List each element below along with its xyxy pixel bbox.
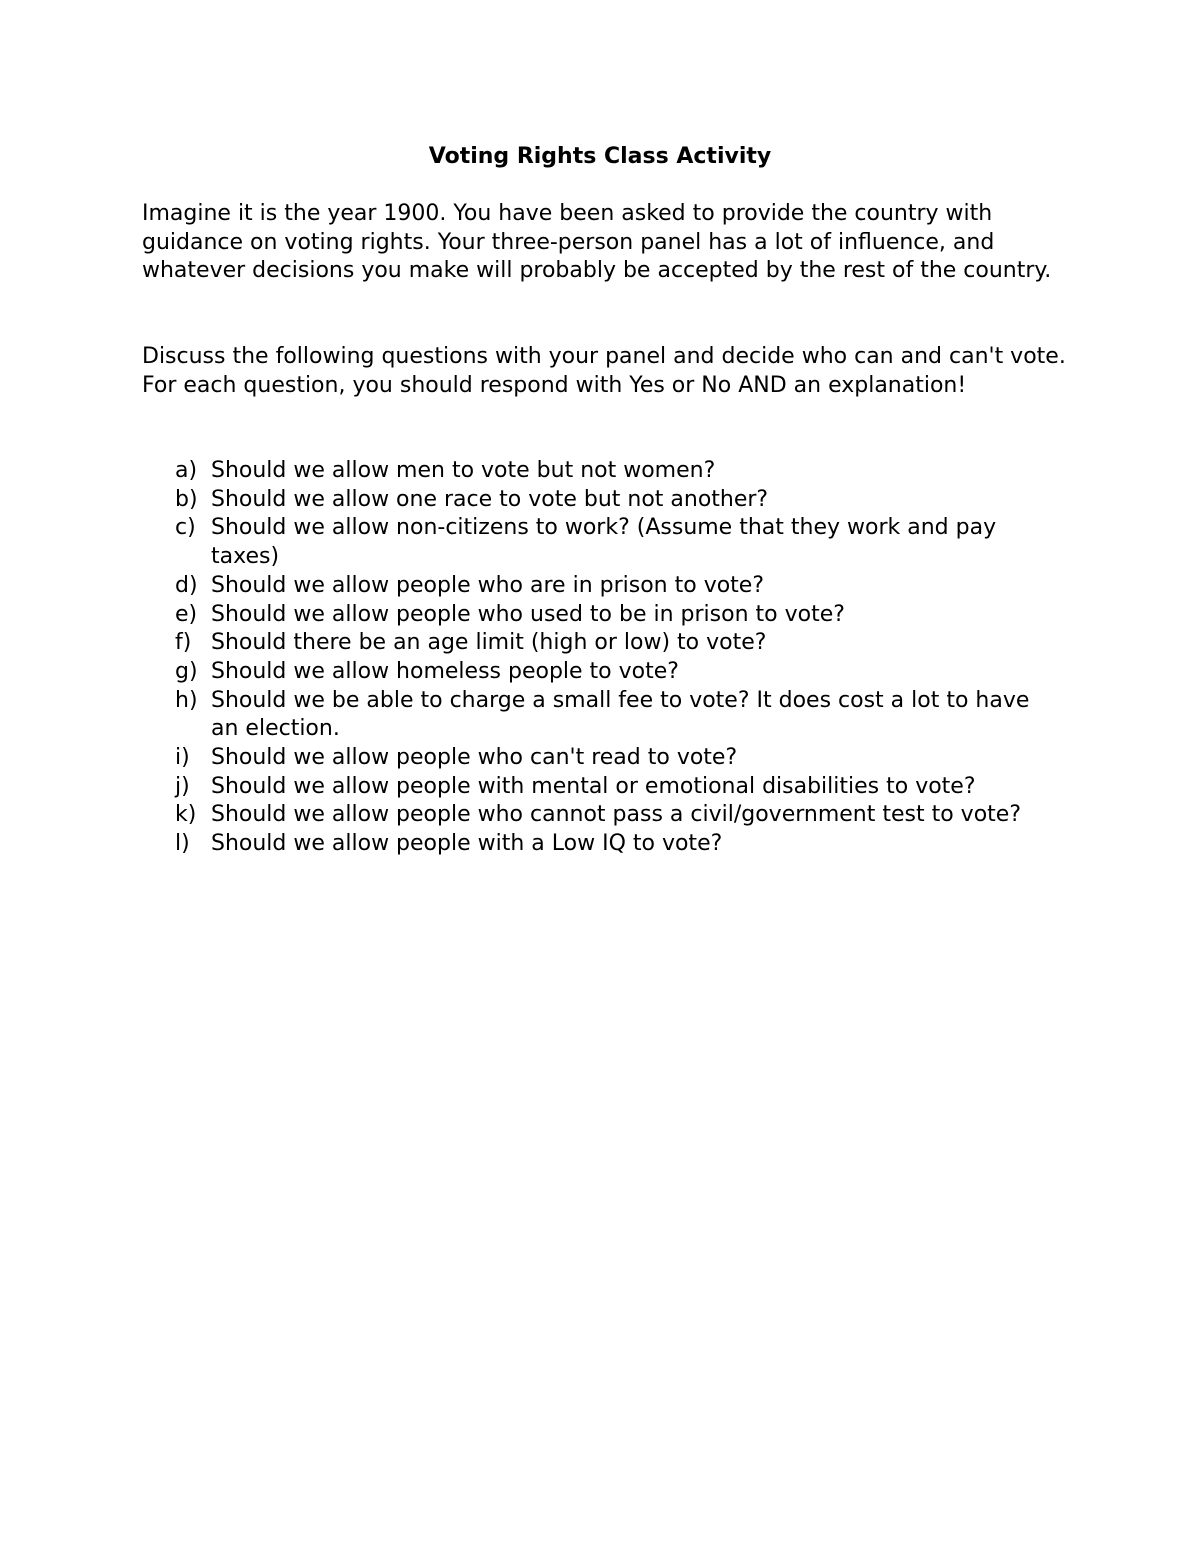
question-text: Should we allow people who are in prison to vote?	[211, 572, 765, 598]
question-text: Should we allow people with a Low IQ to vote?	[211, 831, 723, 857]
question-text: Should we allow people with mental or emotional disabilities to vote?	[211, 773, 976, 799]
question-text: Should we allow men to vote but not women?	[211, 458, 716, 483]
question-text: Should we allow people who used to be in prison to vote?	[211, 601, 845, 627]
question-letter: l)	[175, 831, 190, 857]
list-item	[142, 801, 1062, 830]
question-letter: g)	[175, 658, 198, 684]
question-text: Should we allow homeless people to vote?	[211, 658, 679, 684]
list-item	[142, 744, 1062, 773]
question-text: Should we allow people who can't read to vote?	[211, 745, 738, 771]
question-letter: j)	[175, 773, 190, 799]
question-letter: b)	[175, 486, 198, 512]
question-text: Should we allow non-citizens to work? (Assume that they work and pay taxes)	[211, 515, 997, 570]
question-text: Should there be an age limit (high or low) to vote?	[211, 630, 767, 656]
question-letter: e)	[175, 601, 198, 627]
list-item	[142, 687, 1062, 744]
question-letter: f)	[175, 630, 192, 656]
list-item	[142, 658, 1062, 687]
page-title: Voting Rights Class Activity	[428, 144, 772, 169]
question-letter: h)	[175, 687, 198, 713]
list-item	[142, 629, 1062, 658]
question-text: Should we allow people who cannot pass a civil/government test to vote?	[211, 802, 1022, 828]
question-list	[142, 457, 1062, 859]
list-item	[142, 773, 1062, 802]
question-letter: a)	[175, 458, 198, 483]
list-item	[142, 830, 1062, 859]
list-item	[142, 457, 1062, 486]
question-letter: c)	[175, 515, 196, 541]
question-text: Should we allow one race to vote but not another?	[211, 486, 769, 512]
question-letter: d)	[175, 572, 198, 598]
list-item	[142, 514, 1062, 571]
list-item	[142, 601, 1062, 630]
intro-paragraph: Imagine it is the year 1900. You have been asked to provide the country with guidance on voting rights. Your three-person panel has a lot of influence, and whatever decisions you make will probably be accepted by the rest of the country.	[142, 201, 1052, 284]
question-letter: i)	[175, 745, 190, 771]
question-letter: k)	[175, 802, 197, 828]
question-text: Should we be able to charge a small fee to vote? It does cost a lot to have an election.	[211, 687, 1030, 742]
list-item	[142, 486, 1062, 515]
list-item	[142, 572, 1062, 601]
instructions-paragraph: Discuss the following questions with your panel and decide who can and can't vote. For each question, you should respond with Yes or No AND an explanation!	[142, 344, 1066, 398]
